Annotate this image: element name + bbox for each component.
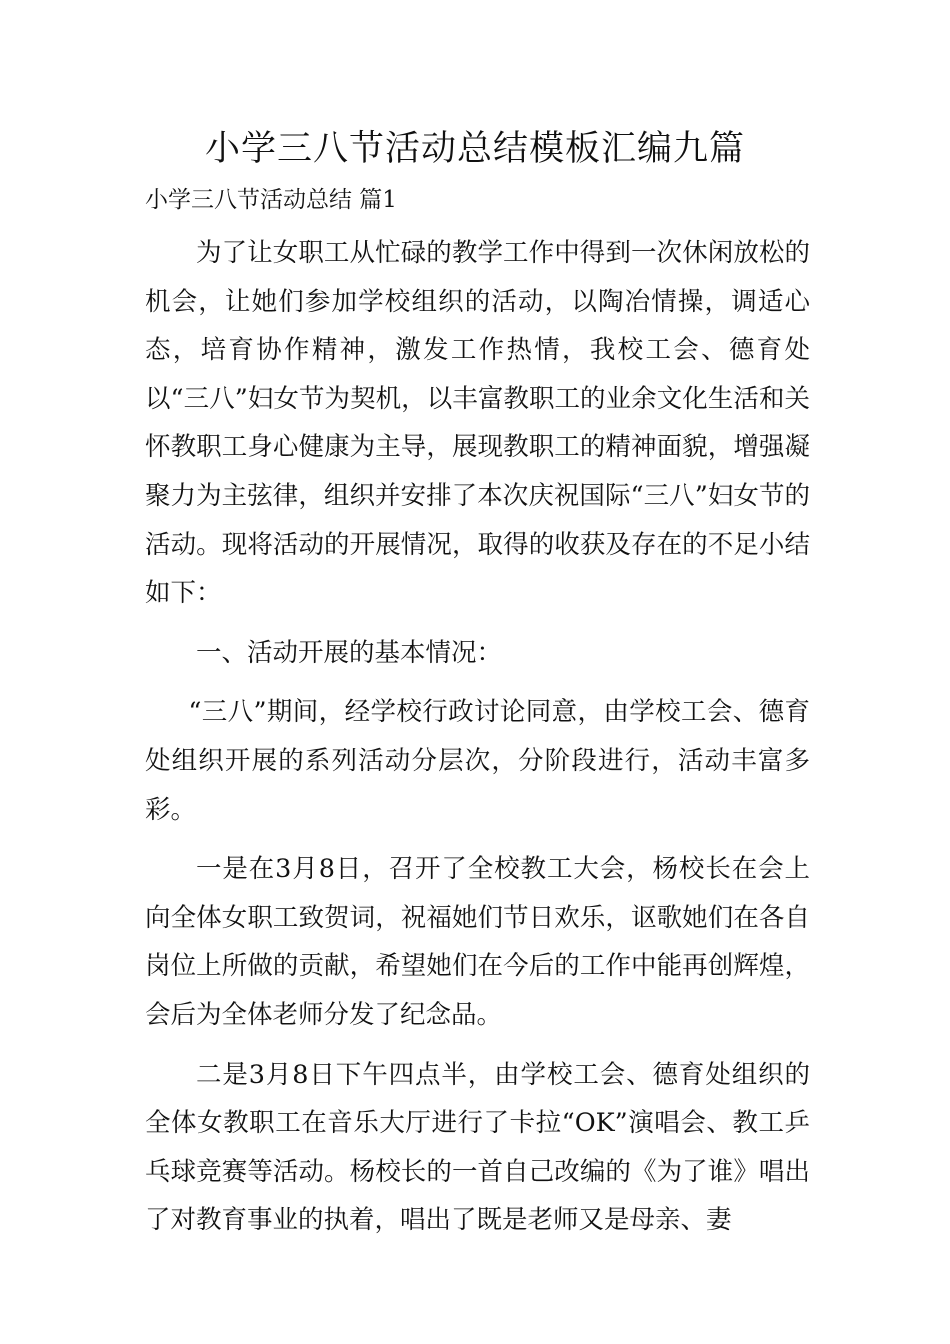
paragraph-item-one: 一是在3月8日，召开了全校教工大会，杨校长在会上向全体女职工致贺词，祝福她们节日欢乐，讴歌她们在各自岗位上所做的贡献，希望她们在今后的工作中能再创辉煌，会后为全体老师分发了纪念品。: [145, 854, 810, 1030]
paragraph-item-two: 二是3月8日下午四点半，由学校工会、德育处组织的全体女教职工在音乐大厅进行了卡拉“OK”演唱会、教工乒乓球竞赛等活动。杨校长的一首自己改编的《为了谁》唱出了对教育事业的执着，唱出了既是老师又是母亲、妻: [145, 1059, 810, 1236]
section-heading: 小学三八节活动总结 篇1: [145, 187, 397, 213]
paragraph-overview: “三八”期间，经学校行政讨论同意，由学校工会、德育处组织开展的系列活动分层次，分阶段进行，活动丰富多彩。: [145, 697, 810, 825]
document-body: [145, 229, 810, 1256]
paragraph-subheading: 一、活动开展的基本情况：: [196, 637, 503, 668]
paragraph-intro: 为了让女职工从忙碌的教学工作中得到一次休闲放松的机会，让她们参加学校组织的活动，以陶冶情操，调适心态，培育协作精神，激发工作热情，我校工会、德育处以“三八”妇女节为契机，以丰富教职工的业余文化生活和关怀教职工身心健康为主导，展现教职工的精神面貌，增强凝聚力为主弦律，组织并安排了本次庆祝国际“三八”妇女节的活动。现将活动的开展情况，取得的收获及存在的不足小结如下：: [145, 238, 810, 609]
document-title: 小学三八节活动总结模板汇编九篇: [204, 129, 745, 169]
